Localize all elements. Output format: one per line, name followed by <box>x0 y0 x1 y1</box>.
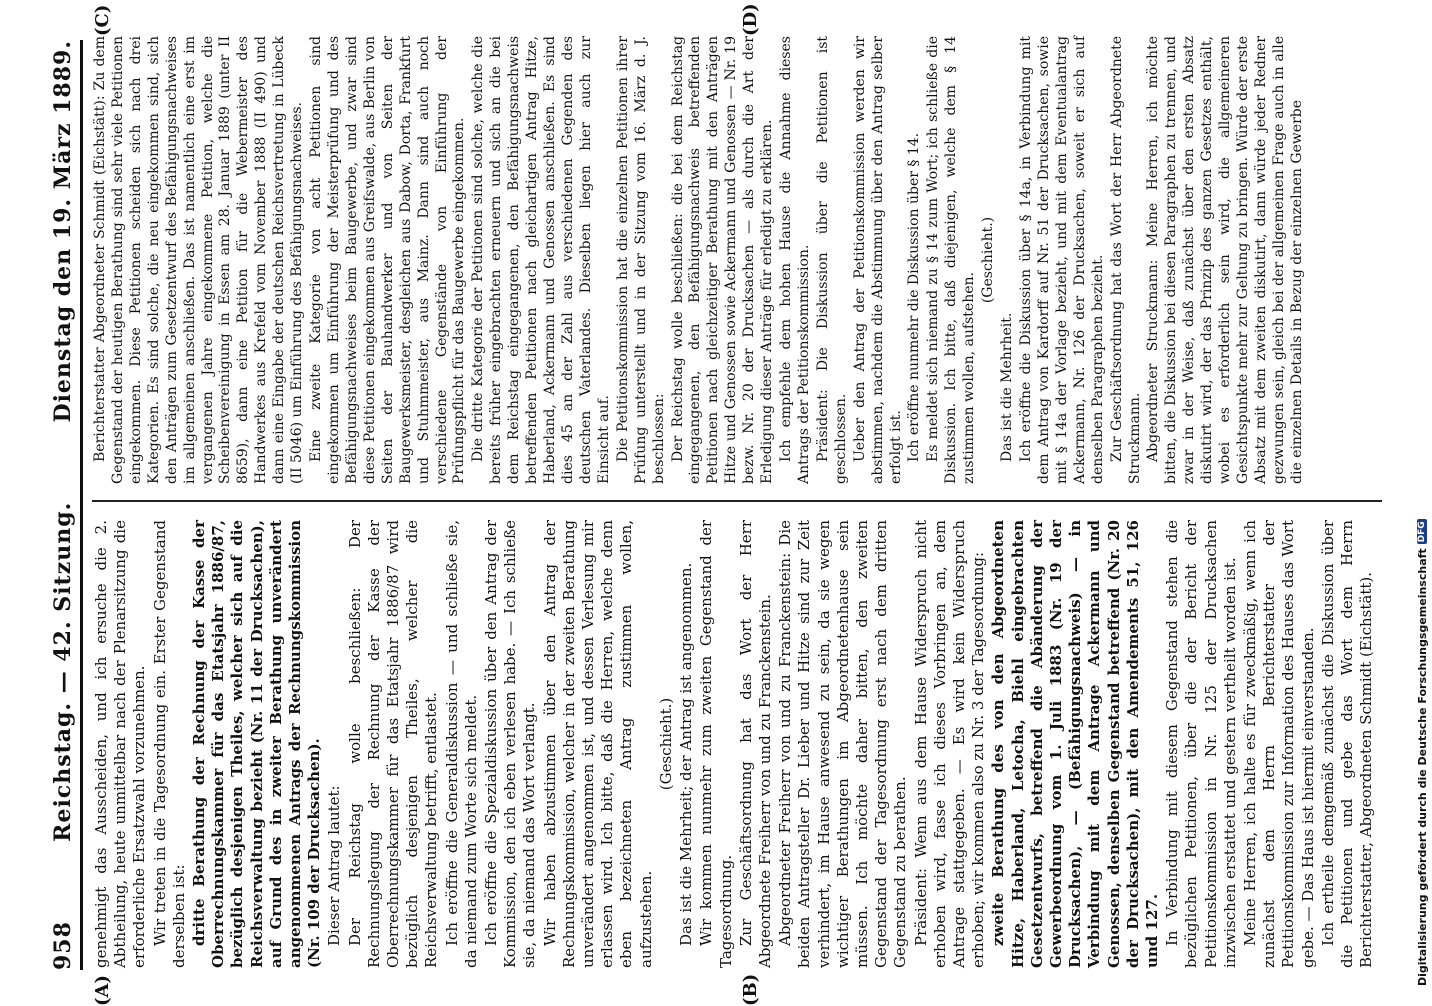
page-date: Dienstag den 19. März 1889. <box>50 40 76 423</box>
paragraph: genehmigt das Ausscheiden, und ich ersuche die 2. Abtheilung, heute unmittelbar nach der Plenarsitzung die erforderliche Ersatzwahl vorzunehmen. <box>92 520 149 968</box>
paragraph: Ueber den Antrag der Petitionskommission werden wir abstimmen, nachdem die Abstimmung über den Antrag selber erfolgt ist. <box>851 36 904 484</box>
paragraph: Es meldet sich niemand zu § 14 zum Wort; ich schließe die Diskussion. Ich bitte, daß diejenigen, welche dem § 14 zustimmen wollen, aufstehen. <box>925 36 978 484</box>
paragraph: In Verbindung mit diesem Gegenstand stehen die bezüglichen Petitionen, über die der Bericht der Petitionskommission in Nr. 125 der Drucksachen inzwischen erstattet und gestern vertheilt worden ist. <box>1163 520 1239 968</box>
paragraph: Eine zweite Kategorie von acht Petitionen sind eingekommen um Einführung der Meisterprüfung und des Befähigungsnachweises beim Baugewerbe, und zwar sind diese Petitionen eingekommen aus Greifswalde, aus Berlin von Seiten der Bauhandwerker und von Seiten der Baugewerksmeister, desgleichen aus Dabow, Dorta, Frankfurt und Stuhmmeister, aus Mainz. Dann sind auch noch verschiedene Gegenstände von Einführung der Prüfungspflicht für das Baugewerbe eingekommen. <box>308 36 468 484</box>
paragraph: Ich eröffne die Generaldiskussion — und schließe sie, da niemand zum Worte sich meldet. <box>442 520 480 968</box>
speech: Abgeordneter Freiherr von und zu Franckenstein: Die beiden Antragsteller Dr. Lieber und Hitze sind zur Zeit verhindert, im Hause anwesend zu sein, da sie wegen wichtiger Berathungen im Abgeordnetenhause sein müssen. Ich möchte daher bitten, den zweiten Gegenstand der Tagesordnung erst nach dem dritten Gegenstand zu berathen. <box>776 520 910 968</box>
paragraph: Ich empfehle dem hohen Hause die Annahme dieses Antrags der Petitionskommission. <box>778 36 812 484</box>
paragraph: Zur Geschäftsordnung hat das Wort der Herr Abgeordnete Freiherr von und zu Franckenstein. <box>736 520 774 968</box>
motion-text: Der Reichstag wolle beschließen: die bei dem Reichstag eingegangenen, den Befähigungsnachweis betreffenden Petitionen nach gleichzeitiger Berathung mit den Anträgen Hitze und Genossen sowie Ackermann und Genossen — Nr. 19 bezw. Nr. 20 der Drucksachen — als durch die Art der Erledigung dieser Anträge für erledigt zu erklären. <box>669 36 776 484</box>
paragraph: Die dritte Kategorie der Petitionen sind solche, welche die bereits früher eingebrachten erneuern und sich an die bei dem Reichstag eingegangenen, den Befähigungsnachweis betreffenden Petitionen nach gleichartigen Antrag Hitze, Haberland, Ackermann und Genossen anschließen. Es sind dies 45 an der Zahl aus verschiedenen Gegenden des deutschen Vaterlandes. Dieselben liegen hier auch zur Einsicht auf. <box>470 36 612 484</box>
paragraph: Das ist die Mehrheit. <box>999 312 1016 462</box>
stage-note: (Geschieht.) <box>656 697 675 791</box>
paragraph: Wir kommen nunmehr zum zweiten Gegenstand der Tagesordnung. <box>697 520 735 968</box>
paragraph: Meine Herren, ich halte es für zweckmäßig, wenn ich zunächst dem Herrn Berichterstatter der Petitionskommission zur Information des Hauses das Wort gebe. — Das Haus ist hiermit einverstanden. <box>1240 520 1317 968</box>
agenda-item: zweite Berathung des von den Abgeordneten Hitze, Haberland, Letocha, Biehl eingebrachten Gesetzentwurfs, betreffend die Abänderung der Gewerbeordnung vom 1. Juli 1883 (Nr. 19 der Drucksachen), — (Befähigungsnachweis) — in Verbindung mit dem Antrage Ackermann und Genossen, denselben Gegenstand betreffend (Nr. 20 der Drucksachen), mit den Amendements 51, 126 und 127. <box>989 520 1161 968</box>
motion-text: Der Reichstag wolle beschließen: Der Rechnungslegung der Rechnung der Kasse der Oberrechnungskammer für das Etatsjahr 1886/87 wird bezüglich desjenigen Theiles, welcher die Reichsverwaltung betrifft, entlastet. <box>345 520 441 968</box>
margin-mark-a: (A) <box>92 975 113 1006</box>
page-number: 958 <box>50 921 76 970</box>
margin-mark-d: (D) <box>740 3 761 36</box>
paragraph: Ich ertheile demgemäß zunächst die Diskussion über die Petitionen und gebe das Wort dem Herrn Berichterstatter, Abgeordneten Schmidt (Eichstätt). <box>1318 520 1376 968</box>
page-header <box>46 40 83 970</box>
margin-mark-b: (B) <box>740 973 761 1006</box>
margin-mark-c: (C) <box>92 4 113 36</box>
paragraph: Dieser Antrag lautet: <box>325 785 344 946</box>
speech: Präsident: Wenn aus dem Hause Widerspruch nicht erhoben wird, fasse ich dieses Vorbringen an, dem Antrage stattgegeben. — Es wird kein Widerspruch erhoben; wir kommen also zu Nr. 3 der Tagesordnung: <box>911 520 988 968</box>
digitization-footer <box>1412 521 1432 1000</box>
dfg-logo-icon: DFG <box>1417 521 1427 543</box>
paragraph: Die Petitionskommission hat die einzelnen Petitionen ihrer Prüfung unterstellt und in der Sitzung vom 16. März d. J. beschlossen: <box>614 36 667 484</box>
agenda-item: dritte Berathung der Rechnung der Kasse der Oberrechnungskammer für das Etatsjahr 1886/87, bezüglich desjenigen Theiles, welcher sich auf die Reichsverwaltung bezieht (Nr. 11 der Drucksachen), auf Grund des in zweiter Berathung unverändert angenommenen Antrags der Rechnungskommission (Nr. 109 der Drucksachen). <box>190 520 324 968</box>
left-column <box>92 520 1377 968</box>
stage-note: (Geschieht.) <box>980 216 997 304</box>
speech: Abgeordneter Struckmann: Meine Herren, ich möchte bitten, die Diskussion bei diesen Paragraphen zu trennen, und zwar in der Weise, daß zunächst über den ersten Absatz diskutirt wird, der das Prinzip des ganzen Gesetzes enthält, wobei es erforderlich sein wird, die allgemeineren Gesichtspunkte mehr zur Geltung zu bringen. Würde der erste Absatz mit dem zweiten diskutirt, dann würde jeder Redner gezwungen sein, gleich bei der allgemeinen Frage auch in alle die einzelnen Details in Bezug der einzelnen Gewerbe <box>1145 36 1305 484</box>
paragraph: Zur Geschäftsordnung hat das Wort der Herr Abgeordnete Struckmann. <box>1108 36 1143 484</box>
speech: Berichterstatter Abgeordneter Schmidt (Eichstätt): Zu dem Gegenstand der heutigen Berathung sind sehr viele Petitionen eingekommen. Diese Petitionen scheiden sich nach drei Kategorien. Es sind solche, die neu eingekommen sind, sich den Anträgen zum Gesetzentwurf des Befähigungsnachweises im allgemeinen anschließen. Das ist namentlich eine erst im vergangenen Jahre eingekommene Petition, welche die Scheibenvereinigung in Essen am 28. Januar 1889 (unter II 8659), dann eine Petition für die Webermeister des Handwerkes aus Krefeld vom November 1888 (II 490) und dann eine Eingabe der deutschen Reichsvertretung in Lübeck (II 5046) um Einführung des Befähigungsnachweises. <box>92 36 306 484</box>
paragraph: Ich eröffne die Diskussion über § 14a, in Verbindung mit dem Antrag von Kardorff auf Nr. 51 der Drucksachen, sowie mit § 14a der Vorlage bezieht, und mit dem Eventualantrag Ackermann, Nr. 126 der Drucksachen, soweit er sich auf denselben Paragraphen bezieht. <box>1018 36 1106 484</box>
paragraph: Ich eröffne die Spezialdiskussion über den Antrag der Kommission, den ich eben verlesen habe. — Ich schließe sie, da niemand das Wort verlangt. <box>482 520 539 968</box>
right-column <box>92 36 1308 484</box>
paragraph: Das ist die Mehrheit; der Antrag ist angenommen. <box>677 562 696 946</box>
speech: Präsident: Die Diskussion über die Petitionen ist geschlossen. <box>814 36 849 484</box>
paragraph: Wir treten in die Tagesordnung ein. Erster Gegenstand derselben ist: <box>150 520 188 968</box>
paragraph: Wir haben abzustimmen über den Antrag der Rechnungskommission, welcher in der zweiten Berathung unverändert angenommen ist, und dessen Verlesung mir erlassen wird. Ich bitte, daß die Herren, welche denn eben bezeichneten Antrag zustimmen wollen, aufzustehen. <box>540 520 655 968</box>
paragraph: Ich eröffne nunmehr die Diskussion über § 14. <box>906 132 923 462</box>
page-title: Reichstag. — 42. Sitzung. <box>50 501 76 842</box>
digitization-credit: Digitalisierung gefördert durch die Deutsche Forschungsgemeinschaft <box>1415 548 1429 986</box>
rotated-document-page <box>40 3 1412 1006</box>
column-divider <box>92 500 1382 502</box>
